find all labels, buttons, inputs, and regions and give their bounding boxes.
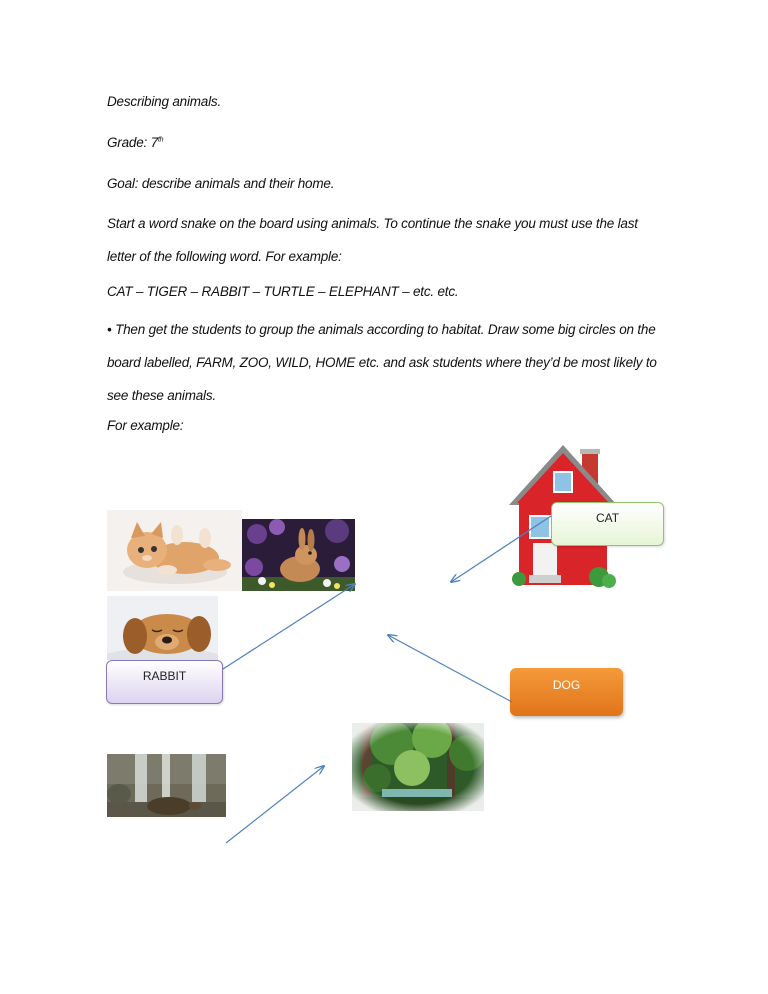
grade-suffix: th [157, 136, 164, 144]
grade-label: Grade: 7 [107, 135, 158, 150]
rabbit-label-box [106, 660, 223, 704]
document-title: Describing animals. [107, 94, 221, 109]
forest-photo [352, 723, 484, 811]
arrow-rabbit-to-photo [223, 584, 355, 669]
dog-label: DOG [552, 678, 581, 692]
turtle-photo [107, 754, 226, 817]
dog-label-box [510, 668, 623, 716]
kitten-photo [107, 510, 242, 591]
cat-label-box [551, 502, 664, 546]
arrow-dog [388, 635, 512, 702]
for-example-text: For example: [107, 418, 184, 433]
puppy-photo [107, 596, 218, 660]
goal-text: Goal: describe animals and their home. [107, 176, 335, 191]
instruction-text: Start a word snake on the board using animals. To continue the snake you must use the last letter of the following word. For example: [107, 216, 638, 264]
rabbit-photo [242, 519, 355, 591]
snake-example: CAT – TIGER – RABBIT – TURTLE – ELEPHANT – etc. etc. [107, 284, 459, 299]
habitat-instruction: • Then get the students to group the animals according to habitat. Draw some big circles on the board labelled, FARM, ZOO, WILD, HOME etc. and ask students where they’d be most likely to see these animals. [107, 322, 657, 403]
cat-label: CAT [595, 511, 620, 525]
rabbit-label: RABBIT [142, 669, 187, 683]
arrow-turtle-to-forest [226, 766, 324, 843]
grade-line [107, 135, 163, 150]
